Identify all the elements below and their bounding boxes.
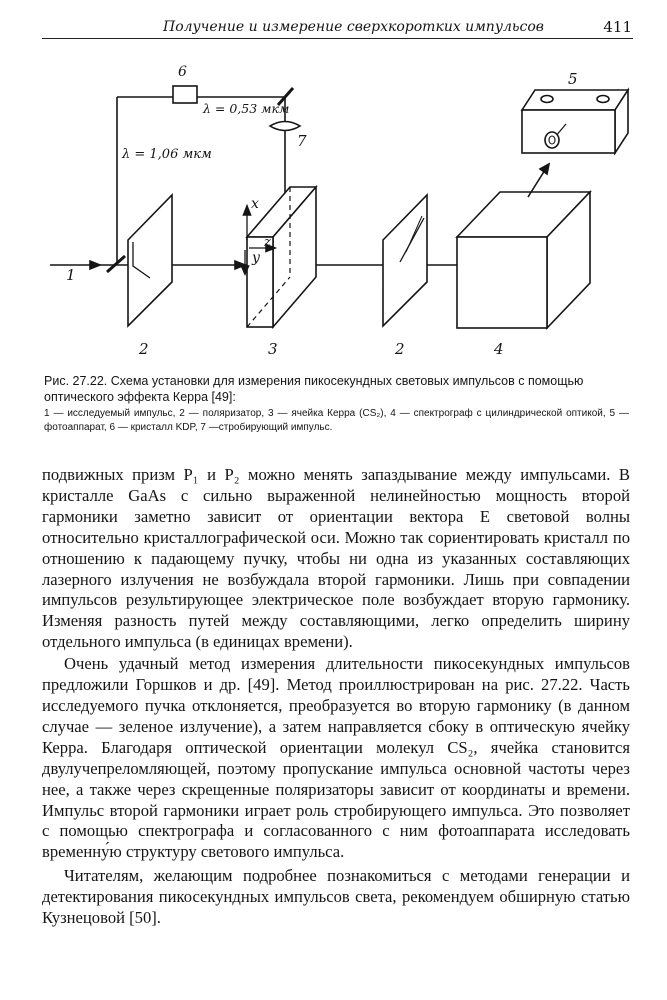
camera-knob-left bbox=[541, 96, 553, 103]
spectrograph-front bbox=[457, 237, 547, 328]
kdp-crystal bbox=[173, 86, 197, 103]
body-text bbox=[42, 465, 630, 929]
running-head bbox=[42, 17, 632, 37]
camera-knob-right bbox=[597, 96, 609, 103]
label-lambda-ir: λ = 1,06 мкм bbox=[122, 147, 212, 162]
label-2-right: 2 bbox=[395, 340, 405, 358]
kerr-setup-figure bbox=[0, 45, 667, 365]
camera-lens bbox=[545, 132, 559, 148]
paragraph-2: Очень удачный метод измерения длительности пикосекундных импульсов предложили Горшков и др. [49]. Метод проиллюстрирован на рис. 27.22. Часть исследуемого пучка отклоняется, преобразуется во вторую гармонику (в данном случае — зеленое излучение), а затем направляется сбоку в оптическую ячейку Керра. Благодаря оптической ориентации молекул CS₂, ячейка становится двулучепреломляющей, поэтому пропускание импульса основной частоты через нее, а также через скрещенные поляризаторы зависит от координаты и времени. Импульс второй гармоники играет роль стробирующего импульса. Это позволяет с помощью спектрографа и согласованного с ним фотоаппарата исследовать временну́ю структуру светового импульса. bbox=[42, 654, 630, 862]
figure-caption bbox=[44, 373, 629, 435]
page-number: 411 bbox=[603, 18, 632, 36]
label-5: 5 bbox=[568, 70, 578, 88]
caption-title: Рис. 27.22. Схема установки для измерения пикосекундных световых импульсов с помощью оптического эффекта Керра [49]: bbox=[44, 374, 584, 404]
axis-z-label: z bbox=[264, 235, 271, 250]
label-1: 1 bbox=[66, 266, 76, 284]
running-title: Получение и измерение сверхкоротких импульсов bbox=[163, 19, 544, 35]
paragraph-3: Читателям, желающим подробнее познакомиться с методами генерации и детектирования пикосекундных импульсов света, рекомендуем обширную статью Кузнецовой [50]. bbox=[42, 866, 630, 928]
paragraph-1: подвижных призм P₁ и P₂ можно менять запаздывание между импульсами. В кристалле GaAs с сильно выраженной нелинейностью мощность второй гармоники заметно зависит от ориентации вектора E световой волны относительно кристаллографической оси. Можно так сориентировать кристалл по отношению к падающему пучку, чтобы ни одна из указанных составляющих лазерного излучения не возбуждала второй гармоники. Лишь при совпадении импульсов результирующее электрическое поле возбуждает вторую гармонику. Изменяя разность путей между составляющими, легко определить ширину отдельного импульса (в единицах времени). bbox=[42, 465, 630, 652]
polarizer-right bbox=[383, 195, 427, 326]
label-2-left: 2 bbox=[139, 340, 149, 358]
label-3: 3 bbox=[268, 340, 278, 358]
label-6: 6 bbox=[178, 64, 187, 80]
polarizer-left bbox=[128, 195, 172, 326]
axis-x-arrow-icon bbox=[244, 206, 251, 215]
label-7: 7 bbox=[297, 132, 307, 150]
caption-legend: 1 — исследуемый импульс, 2 — поляризатор, 3 — ячейка Керра (CS₂), 4 — спектрограф с цилиндрической оптикой, 5 — фотоаппарат, 6 — кристалл KDP, 7 —стробирующий импульс. bbox=[44, 408, 629, 433]
axis-x-label: x bbox=[251, 196, 259, 212]
camera-pointer-arrow-icon bbox=[540, 164, 549, 174]
label-4: 4 bbox=[494, 340, 504, 358]
axis-y-label: y bbox=[252, 250, 260, 266]
beam-splitter bbox=[107, 256, 125, 272]
lens-7 bbox=[270, 122, 300, 131]
beam-arrow-icon bbox=[90, 261, 100, 269]
camera-body bbox=[522, 110, 615, 153]
label-lambda-green: λ = 0,53 мкм bbox=[203, 101, 290, 116]
header-rule bbox=[42, 38, 633, 39]
camera-top bbox=[522, 90, 628, 110]
